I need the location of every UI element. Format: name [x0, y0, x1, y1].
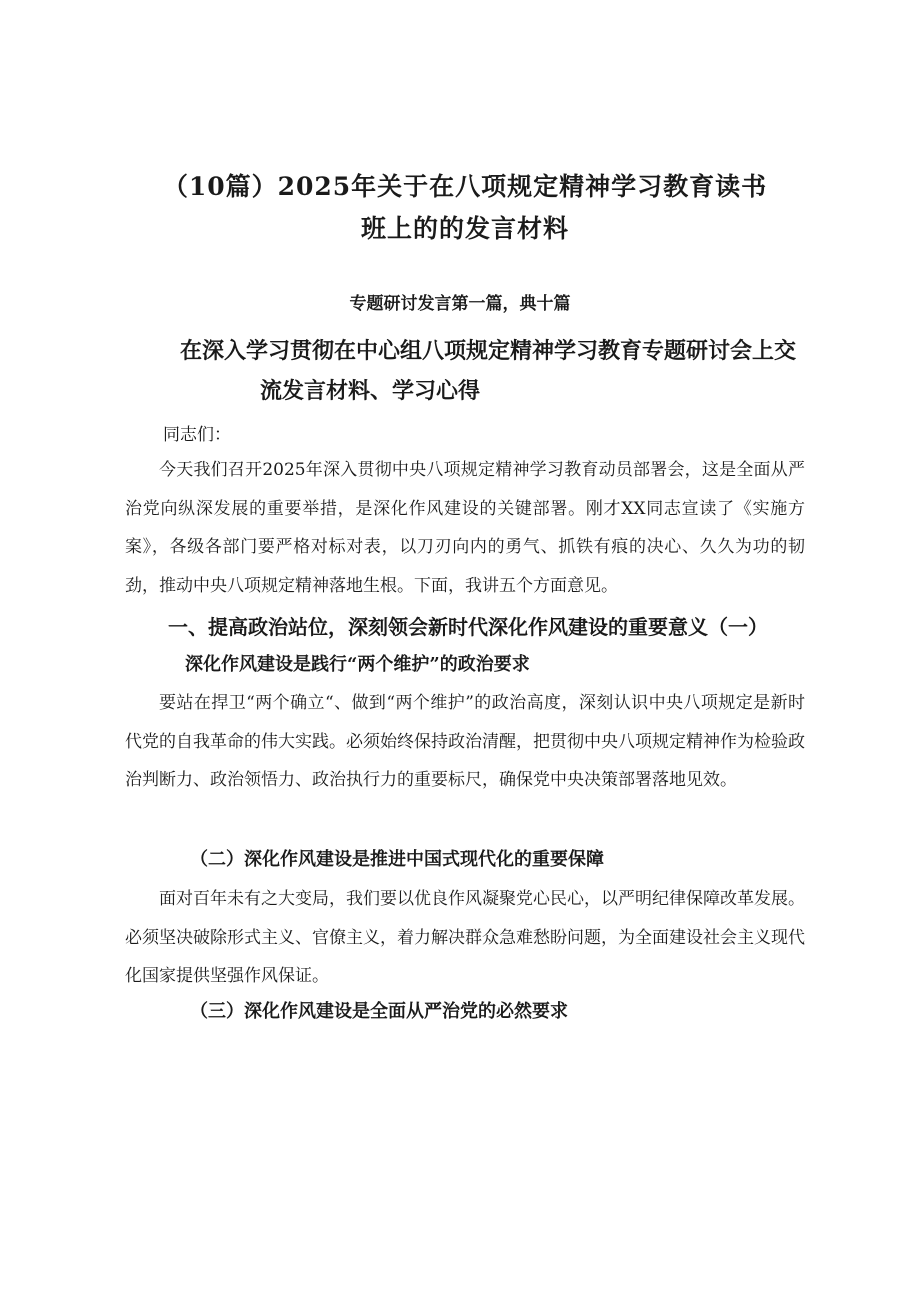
document-title: （10篇）2025年关于在八项规定精神学习教育读书班上的的发言材料 [162, 172, 768, 243]
section-1-heading: 一、提高政治站位，深刻领会新时代深化作风建设的重要意义（一） [168, 615, 768, 639]
section-1-subheading-1: 深化作风建设是践行“两个维护”的政治要求 [185, 654, 530, 675]
article-title-line-1: 在深入学习贯彻在中心组八项规定精神学习教育专题研讨会上交 [180, 339, 797, 364]
article-title [180, 332, 800, 412]
section-1-subheading-2: （二）深化作风建设是推进中国式现代化的重要保障 [190, 849, 604, 870]
section-1-subheading-3: （三）深化作风建设是全面从严治党的必然要求 [190, 1001, 568, 1022]
section-1-paragraph-2: 面对百年未有之大变局，我们要以优良作风凝聚党心民心，以严明纪律保障改革发展。必须坚决破除形式主义、官僚主义，着力解决群众急难愁盼问题，为全面建设社会主义现代化国家提供坚强作风保证。 [125, 889, 805, 986]
greeting: 同志们： [163, 425, 231, 445]
article-title-line-2: 流发言材料、学习心得 [260, 379, 481, 404]
document-subtitle: 专题研讨发言第一篇，典十篇 [349, 294, 571, 314]
section-1-paragraph-1: 要站在捍卫“两个确立“、做到“两个维护”的政治高度，深刻认识中央八项规定是新时代党的自我革命的伟大实践。必须始终保持政治清醒，把贯彻中央八项规定精神作为检验政治判断力、政治领悟力、政治执行力的重要标尺，确保党中央决策部署落地见效。 [125, 693, 805, 790]
intro-paragraph: 今天我们召开2025年深入贯彻中央八项规定精神学习教育动员部署会，这是全面从严治党向纵深发展的重要举措，是深化作风建设的关键部署。刚才XX同志宣读了《实施方案》，各级各部门要严格对标对表，以刀刃向内的勇气、抓铁有痕的决心、久久为功的韧劲，推动中央八项规定精神落地生根。下面，我讲五个方面意见。 [125, 460, 805, 596]
